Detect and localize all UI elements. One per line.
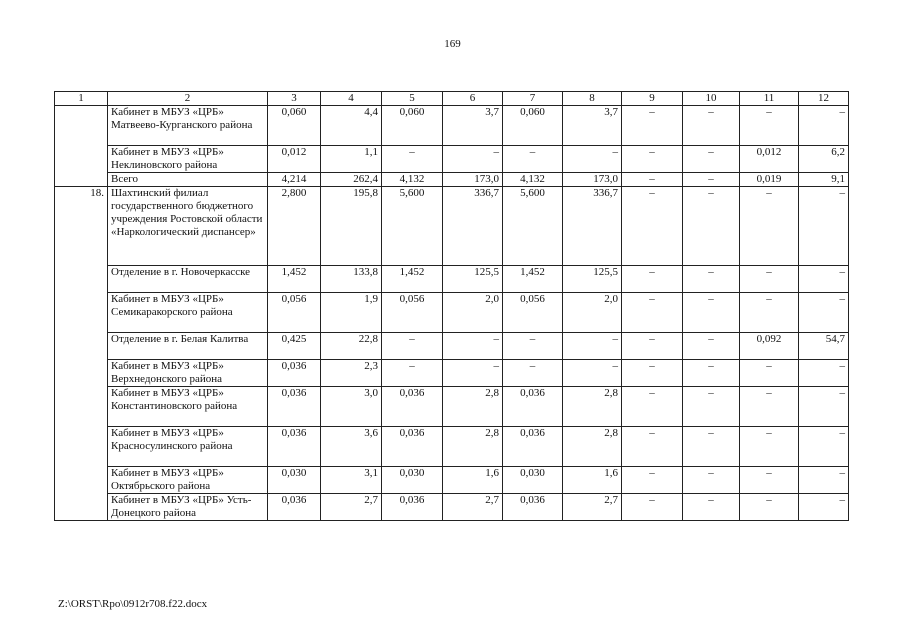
value-cell-col-5: – xyxy=(382,360,443,387)
header-cell: 7 xyxy=(503,92,563,106)
value-cell-col-10: – xyxy=(683,387,740,427)
value-cell-col-6: 2,8 xyxy=(443,387,503,427)
value-cell-col-11: – xyxy=(740,494,799,521)
header-cell: 11 xyxy=(740,92,799,106)
value-cell-col-7: – xyxy=(503,333,563,360)
value-cell-col-7: 0,036 xyxy=(503,387,563,427)
page-number: 169 xyxy=(444,38,461,50)
value-cell-col-3: 2,800 xyxy=(268,187,321,266)
value-cell-col-8: 3,7 xyxy=(563,106,622,146)
value-cell-col-10: – xyxy=(683,494,740,521)
value-cell-col-8: – xyxy=(563,360,622,387)
value-cell-col-12: – xyxy=(799,467,849,494)
value-cell-col-4: 262,4 xyxy=(321,173,382,187)
value-cell-col-12: – xyxy=(799,427,849,467)
header-cell: 9 xyxy=(622,92,683,106)
value-cell-col-12: – xyxy=(799,187,849,266)
data-table xyxy=(54,91,849,521)
value-cell-col-8: 2,8 xyxy=(563,427,622,467)
value-cell-col-11: – xyxy=(740,360,799,387)
value-cell-col-10: – xyxy=(683,427,740,467)
value-cell-col-11: – xyxy=(740,387,799,427)
value-cell-col-7: 0,036 xyxy=(503,494,563,521)
institution-name-cell: Кабинет в МБУЗ «ЦРБ» Матвеево-Курганского района xyxy=(108,106,268,146)
value-cell-col-5: – xyxy=(382,333,443,360)
value-cell-col-4: 3,0 xyxy=(321,387,382,427)
value-cell-col-9: – xyxy=(622,173,683,187)
institution-name-cell: Кабинет в МБУЗ «ЦРБ» Красносулинского района xyxy=(108,427,268,467)
header-cell: 12 xyxy=(799,92,849,106)
header-cell: 1 xyxy=(55,92,108,106)
value-cell-col-12: – xyxy=(799,293,849,333)
value-cell-col-5: 0,036 xyxy=(382,387,443,427)
value-cell-col-5: 1,452 xyxy=(382,266,443,293)
value-cell-col-3: 0,060 xyxy=(268,106,321,146)
value-cell-col-10: – xyxy=(683,187,740,266)
value-cell-col-3: 0,036 xyxy=(268,427,321,467)
table-row xyxy=(55,360,849,387)
row-number-cell: 18. xyxy=(55,187,108,521)
value-cell-col-3: 0,425 xyxy=(268,333,321,360)
value-cell-col-6: 1,6 xyxy=(443,467,503,494)
value-cell-col-3: 0,056 xyxy=(268,293,321,333)
value-cell-col-6: 2,0 xyxy=(443,293,503,333)
value-cell-col-4: 2,7 xyxy=(321,494,382,521)
footer-file-path: Z:\ORST\Rpo\0912r708.f22.docx xyxy=(58,598,208,610)
value-cell-col-8: 336,7 xyxy=(563,187,622,266)
value-cell-col-7: – xyxy=(503,360,563,387)
header-cell: 4 xyxy=(321,92,382,106)
institution-name-cell: Всего xyxy=(108,173,268,187)
table-row xyxy=(55,106,849,146)
value-cell-col-8: 1,6 xyxy=(563,467,622,494)
value-cell-col-7: – xyxy=(503,146,563,173)
institution-name-cell: Кабинет в МБУЗ «ЦРБ» Неклиновского района xyxy=(108,146,268,173)
value-cell-col-4: 195,8 xyxy=(321,187,382,266)
value-cell-col-8: – xyxy=(563,333,622,360)
header-cell: 5 xyxy=(382,92,443,106)
value-cell-col-9: – xyxy=(622,427,683,467)
institution-name-cell: Шахтинский филиал государственного бюджетного учреждения Ростовской области «Наркологический диспансер» xyxy=(108,187,268,266)
value-cell-col-11: 0,019 xyxy=(740,173,799,187)
table-row xyxy=(55,293,849,333)
value-cell-col-10: – xyxy=(683,266,740,293)
value-cell-col-6: 2,8 xyxy=(443,427,503,467)
value-cell-col-9: – xyxy=(622,360,683,387)
header-cell: 2 xyxy=(108,92,268,106)
value-cell-col-7: 0,036 xyxy=(503,427,563,467)
institution-name-cell: Кабинет в МБУЗ «ЦРБ» Семикаракорского района xyxy=(108,293,268,333)
value-cell-col-5: 5,600 xyxy=(382,187,443,266)
value-cell-col-5: 4,132 xyxy=(382,173,443,187)
institution-name-cell: Кабинет в МБУЗ «ЦРБ» Усть-Донецкого района xyxy=(108,494,268,521)
table-row xyxy=(55,494,849,521)
value-cell-col-9: – xyxy=(622,494,683,521)
value-cell-col-6: 2,7 xyxy=(443,494,503,521)
value-cell-col-6: 336,7 xyxy=(443,187,503,266)
value-cell-col-11: – xyxy=(740,467,799,494)
value-cell-col-12: – xyxy=(799,494,849,521)
value-cell-col-11: – xyxy=(740,293,799,333)
table-row xyxy=(55,173,849,187)
value-cell-col-5: – xyxy=(382,146,443,173)
value-cell-col-8: 125,5 xyxy=(563,266,622,293)
value-cell-col-5: 0,036 xyxy=(382,427,443,467)
institution-name-cell: Кабинет в МБУЗ «ЦРБ» Верхнедонского района xyxy=(108,360,268,387)
value-cell-col-7: 0,056 xyxy=(503,293,563,333)
value-cell-col-11: – xyxy=(740,106,799,146)
table-row xyxy=(55,333,849,360)
value-cell-col-3: 0,036 xyxy=(268,360,321,387)
value-cell-col-5: 0,056 xyxy=(382,293,443,333)
value-cell-col-8: 2,7 xyxy=(563,494,622,521)
table-row xyxy=(55,146,849,173)
value-cell-col-7: 0,030 xyxy=(503,467,563,494)
header-cell: 10 xyxy=(683,92,740,106)
value-cell-col-5: 0,060 xyxy=(382,106,443,146)
value-cell-col-10: – xyxy=(683,360,740,387)
value-cell-col-12: – xyxy=(799,106,849,146)
table-body xyxy=(55,92,849,521)
value-cell-col-8: – xyxy=(563,146,622,173)
value-cell-col-10: – xyxy=(683,467,740,494)
value-cell-col-12: – xyxy=(799,387,849,427)
value-cell-col-12: – xyxy=(799,266,849,293)
value-cell-col-8: 2,8 xyxy=(563,387,622,427)
value-cell-col-6: 3,7 xyxy=(443,106,503,146)
table-row xyxy=(55,467,849,494)
value-cell-col-11: 0,012 xyxy=(740,146,799,173)
value-cell-col-9: – xyxy=(622,387,683,427)
header-cell: 3 xyxy=(268,92,321,106)
value-cell-col-9: – xyxy=(622,293,683,333)
table-row xyxy=(55,187,849,266)
value-cell-col-4: 22,8 xyxy=(321,333,382,360)
value-cell-col-3: 4,214 xyxy=(268,173,321,187)
value-cell-col-4: 2,3 xyxy=(321,360,382,387)
value-cell-col-6: – xyxy=(443,146,503,173)
value-cell-col-9: – xyxy=(622,266,683,293)
institution-name-cell: Кабинет в МБУЗ «ЦРБ» Октябрьского района xyxy=(108,467,268,494)
value-cell-col-10: – xyxy=(683,333,740,360)
value-cell-col-7: 0,060 xyxy=(503,106,563,146)
header-cell: 8 xyxy=(563,92,622,106)
value-cell-col-5: 0,036 xyxy=(382,494,443,521)
value-cell-col-12: 6,2 xyxy=(799,146,849,173)
value-cell-col-6: – xyxy=(443,333,503,360)
institution-name-cell: Кабинет в МБУЗ «ЦРБ» Константиновского района xyxy=(108,387,268,427)
value-cell-col-12: – xyxy=(799,360,849,387)
value-cell-col-4: 4,4 xyxy=(321,106,382,146)
value-cell-col-10: – xyxy=(683,293,740,333)
value-cell-col-4: 3,6 xyxy=(321,427,382,467)
value-cell-col-11: 0,092 xyxy=(740,333,799,360)
value-cell-col-5: 0,030 xyxy=(382,467,443,494)
value-cell-col-9: – xyxy=(622,187,683,266)
institution-name-cell: Отделение в г. Новочеркасске xyxy=(108,266,268,293)
value-cell-col-4: 3,1 xyxy=(321,467,382,494)
value-cell-col-9: – xyxy=(622,333,683,360)
value-cell-col-12: 9,1 xyxy=(799,173,849,187)
value-cell-col-6: – xyxy=(443,360,503,387)
table-row xyxy=(55,266,849,293)
header-cell: 6 xyxy=(443,92,503,106)
value-cell-col-10: – xyxy=(683,173,740,187)
value-cell-col-4: 1,1 xyxy=(321,146,382,173)
value-cell-col-11: – xyxy=(740,266,799,293)
value-cell-col-11: – xyxy=(740,187,799,266)
value-cell-col-9: – xyxy=(622,146,683,173)
value-cell-col-7: 1,452 xyxy=(503,266,563,293)
value-cell-col-12: 54,7 xyxy=(799,333,849,360)
value-cell-col-3: 0,012 xyxy=(268,146,321,173)
value-cell-col-11: – xyxy=(740,427,799,467)
value-cell-col-9: – xyxy=(622,106,683,146)
value-cell-col-8: 173,0 xyxy=(563,173,622,187)
value-cell-col-10: – xyxy=(683,146,740,173)
table-row xyxy=(55,387,849,427)
value-cell-col-6: 125,5 xyxy=(443,266,503,293)
value-cell-col-3: 0,036 xyxy=(268,387,321,427)
value-cell-col-7: 4,132 xyxy=(503,173,563,187)
value-cell-col-3: 0,030 xyxy=(268,467,321,494)
value-cell-col-10: – xyxy=(683,106,740,146)
institution-name-cell: Отделение в г. Белая Калитва xyxy=(108,333,268,360)
row-number-cell xyxy=(55,106,108,187)
value-cell-col-3: 1,452 xyxy=(268,266,321,293)
value-cell-col-4: 1,9 xyxy=(321,293,382,333)
value-cell-col-4: 133,8 xyxy=(321,266,382,293)
value-cell-col-7: 5,600 xyxy=(503,187,563,266)
value-cell-col-6: 173,0 xyxy=(443,173,503,187)
value-cell-col-3: 0,036 xyxy=(268,494,321,521)
value-cell-col-8: 2,0 xyxy=(563,293,622,333)
table-row xyxy=(55,427,849,467)
table-header-row xyxy=(55,92,849,106)
value-cell-col-9: – xyxy=(622,467,683,494)
